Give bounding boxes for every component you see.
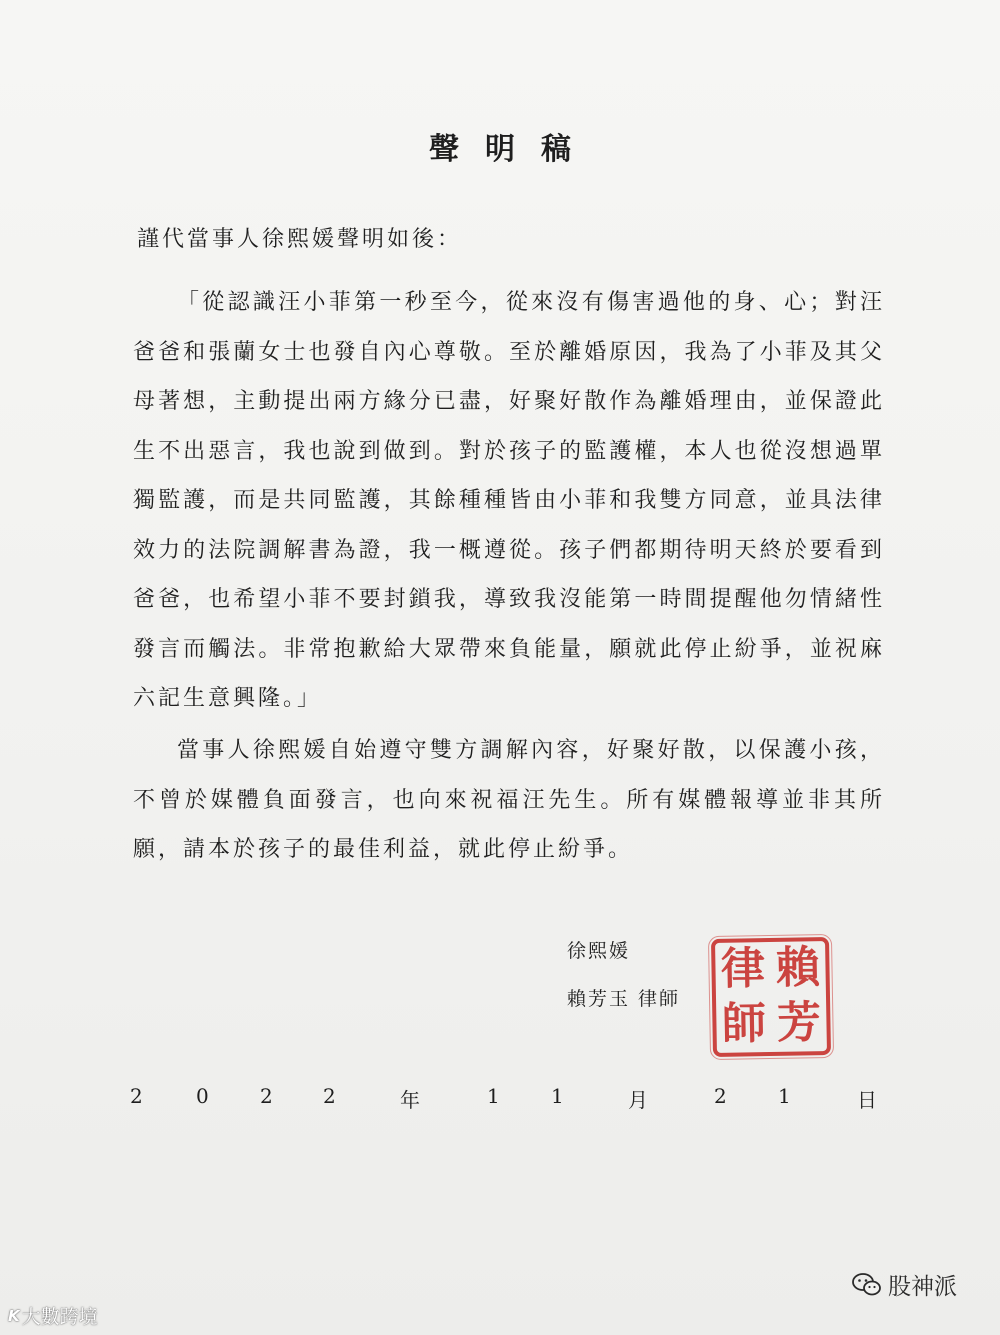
- date-day-digit: 1: [778, 1084, 791, 1108]
- watermark-gushenpai-text: 股神派: [888, 1274, 957, 1300]
- date-month-unit: 月: [628, 1088, 648, 1112]
- watermark-dashu-text: 大數跨境: [21, 1306, 98, 1328]
- seal-char: 師: [721, 998, 767, 1050]
- dashu-logo-icon: K: [8, 1306, 20, 1325]
- document-title: 聲明稿: [429, 132, 597, 167]
- party-statement: [133, 726, 885, 875]
- date-line: [130, 1084, 878, 1114]
- watermark-dashu: [8, 1302, 98, 1329]
- intro-line: 謹代當事人徐熙媛聲明如後：: [137, 227, 463, 252]
- watermark-gushenpai: [852, 1268, 957, 1301]
- statement-paragraph: 當事人徐熙媛自始遵守雙方調解內容，好聚好散，以保護小孩，不曾於媒體負面發言，也向來祝福汪先生。所有媒體報導並非其所願，請本於孩子的最佳利益，就此停止紛爭。: [133, 738, 885, 862]
- lawyer-seal-stamp: [711, 937, 831, 1057]
- date-year-digit: 2: [323, 1084, 336, 1108]
- date-year-unit: 年: [400, 1088, 420, 1112]
- date-day-digit: 2: [714, 1084, 727, 1108]
- signature-party: 徐熙媛: [567, 940, 631, 962]
- date-day-unit: 日: [857, 1088, 877, 1112]
- date-year-digit: 2: [260, 1084, 273, 1108]
- date-month-digit: 1: [551, 1084, 564, 1108]
- date-year-digit: 0: [196, 1084, 209, 1108]
- seal-char: 律: [720, 943, 766, 995]
- seal-char: 芳: [776, 997, 822, 1049]
- quote-paragraph: 「從認識汪小菲第一秒至今，從來沒有傷害過他的身、心；對汪爸爸和張蘭女士也發自內心尊敬。至於離婚原因，我為了小菲及其父母著想，主動提出兩方緣分已盡，好聚好散作為離婚理由，並保證此生不出惡言，我也說到做到。對於孩子的監護權，本人也從沒想過單獨監護，而是共同監護，其餘種種皆由小菲和我雙方同意，並具法律效力的法院調解書為證，我一概遵從。孩子們都期待明天終於要看到爸爸，也希望小菲不要封鎖我，導致我沒能第一時間提醒他勿情緒性發言而觸法。非常抱歉給大眾帶來負能量，願就此停止紛爭，並祝麻六記生意興隆。」: [133, 290, 885, 711]
- date-month-digit: 1: [487, 1084, 500, 1108]
- date-year-digit: 2: [130, 1084, 143, 1108]
- quoted-statement: [133, 278, 885, 724]
- seal-char: 賴: [775, 942, 821, 994]
- signature-lawyer: 賴芳玉 律師: [567, 988, 681, 1010]
- wechat-icon: [852, 1272, 882, 1298]
